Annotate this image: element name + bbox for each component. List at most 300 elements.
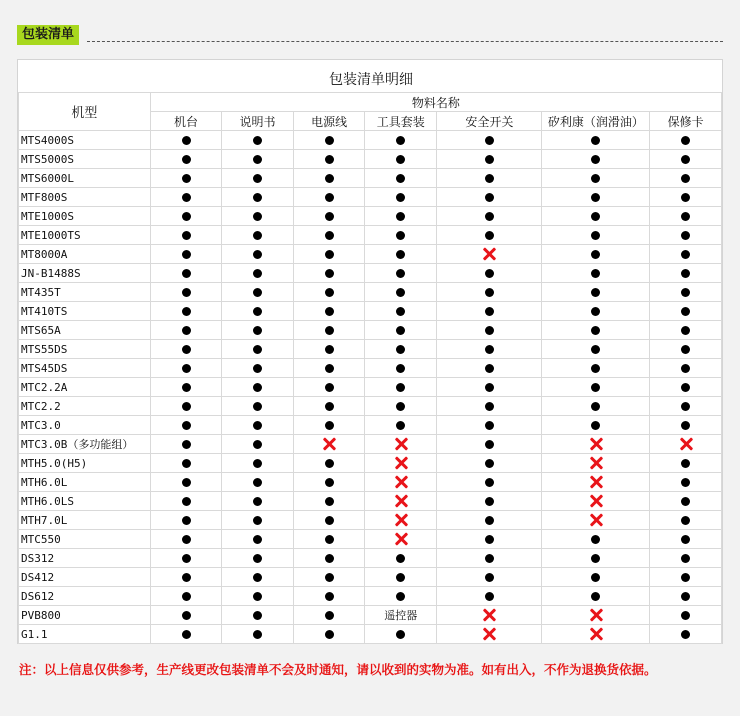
- item-cell: [222, 530, 294, 549]
- item-cell: [150, 245, 221, 264]
- item-cell: [650, 530, 722, 549]
- filled-dot-icon: [182, 592, 191, 601]
- filled-dot-icon: [396, 250, 405, 259]
- section-tag: 包装清单: [17, 25, 79, 45]
- filled-dot-icon: [253, 269, 262, 278]
- table-row: [19, 131, 722, 150]
- filled-dot-icon: [182, 478, 191, 487]
- model-name: MTS45DS: [19, 359, 151, 378]
- filled-dot-icon: [681, 573, 690, 582]
- column-header: 矽利康（润滑油）: [542, 112, 650, 131]
- item-cell: [650, 606, 722, 625]
- model-name: DS612: [19, 587, 151, 606]
- filled-dot-icon: [591, 250, 600, 259]
- item-cell: [437, 378, 542, 397]
- filled-dot-icon: [591, 288, 600, 297]
- item-cell: [542, 245, 650, 264]
- filled-dot-icon: [182, 288, 191, 297]
- item-cell: [293, 283, 365, 302]
- item-cell: [150, 625, 221, 644]
- header-row-1: [19, 93, 722, 112]
- filled-dot-icon: [396, 592, 405, 601]
- item-cell: [542, 188, 650, 207]
- disclaimer-note: 注：以上信息仅供参考，生产线更改包装清单不会及时通知，请以收到的实物为准。如有出入，不作为退换货依据。: [19, 662, 657, 677]
- red-cross-icon: [589, 456, 603, 470]
- item-cell: [542, 511, 650, 530]
- filled-dot-icon: [325, 516, 334, 525]
- item-cell: [293, 454, 365, 473]
- filled-dot-icon: [253, 231, 262, 240]
- filled-dot-icon: [681, 250, 690, 259]
- item-cell: [650, 587, 722, 606]
- red-cross-icon: [589, 513, 603, 527]
- item-cell: [150, 606, 221, 625]
- item-cell: [650, 188, 722, 207]
- filled-dot-icon: [253, 497, 262, 506]
- filled-dot-icon: [591, 364, 600, 373]
- item-cell: [365, 530, 437, 549]
- item-cell: [293, 321, 365, 340]
- item-cell: [542, 226, 650, 245]
- item-cell: [222, 321, 294, 340]
- filled-dot-icon: [396, 554, 405, 563]
- filled-dot-icon: [681, 212, 690, 221]
- item-cell: [293, 150, 365, 169]
- filled-dot-icon: [396, 136, 405, 145]
- item-cell: [650, 169, 722, 188]
- filled-dot-icon: [325, 554, 334, 563]
- item-cell: [150, 283, 221, 302]
- item-cell: [437, 169, 542, 188]
- filled-dot-icon: [253, 250, 262, 259]
- item-cell: [650, 226, 722, 245]
- item-cell: [293, 131, 365, 150]
- item-cell: [150, 207, 221, 226]
- item-cell: [365, 416, 437, 435]
- item-cell: [150, 226, 221, 245]
- item-cell: [365, 454, 437, 473]
- item-cell: [650, 359, 722, 378]
- table-row: [19, 302, 722, 321]
- model-name: MTH6.0L: [19, 473, 151, 492]
- filled-dot-icon: [681, 421, 690, 430]
- item-cell: [222, 568, 294, 587]
- red-cross-icon: [482, 608, 496, 622]
- filled-dot-icon: [485, 231, 494, 240]
- item-cell: [650, 321, 722, 340]
- filled-dot-icon: [591, 592, 600, 601]
- filled-dot-icon: [485, 592, 494, 601]
- filled-dot-icon: [681, 269, 690, 278]
- filled-dot-icon: [485, 440, 494, 449]
- table-row: [19, 473, 722, 492]
- model-name: MTC2.2: [19, 397, 151, 416]
- filled-dot-icon: [396, 288, 405, 297]
- filled-dot-icon: [591, 193, 600, 202]
- filled-dot-icon: [591, 269, 600, 278]
- filled-dot-icon: [396, 155, 405, 164]
- item-cell: [222, 492, 294, 511]
- item-cell: [222, 473, 294, 492]
- item-cell: [150, 435, 221, 454]
- item-cell: [365, 606, 437, 625]
- column-header: 安全开关: [437, 112, 542, 131]
- item-cell: [365, 587, 437, 606]
- item-cell: [650, 378, 722, 397]
- filled-dot-icon: [681, 554, 690, 563]
- filled-dot-icon: [681, 136, 690, 145]
- filled-dot-icon: [325, 155, 334, 164]
- item-cell: [293, 226, 365, 245]
- filled-dot-icon: [485, 155, 494, 164]
- filled-dot-icon: [253, 516, 262, 525]
- item-cell: [293, 397, 365, 416]
- filled-dot-icon: [681, 364, 690, 373]
- filled-dot-icon: [182, 573, 191, 582]
- item-cell: [542, 283, 650, 302]
- red-cross-icon: [679, 437, 693, 451]
- table-row: [19, 245, 722, 264]
- filled-dot-icon: [325, 231, 334, 240]
- red-cross-icon: [589, 437, 603, 451]
- item-cell: [222, 511, 294, 530]
- red-cross-icon: [589, 475, 603, 489]
- model-name: MTS65A: [19, 321, 151, 340]
- item-cell: [293, 188, 365, 207]
- group-header: 物料名称: [150, 93, 721, 112]
- item-cell: [222, 416, 294, 435]
- item-cell: [650, 511, 722, 530]
- red-cross-icon: [589, 494, 603, 508]
- filled-dot-icon: [396, 326, 405, 335]
- filled-dot-icon: [591, 535, 600, 544]
- red-cross-icon: [482, 247, 496, 261]
- filled-dot-icon: [681, 592, 690, 601]
- item-cell: [650, 302, 722, 321]
- item-cell: [650, 473, 722, 492]
- item-cell: [293, 207, 365, 226]
- item-cell: [150, 359, 221, 378]
- filled-dot-icon: [182, 516, 191, 525]
- item-cell: [437, 188, 542, 207]
- filled-dot-icon: [396, 193, 405, 202]
- filled-dot-icon: [182, 364, 191, 373]
- filled-dot-icon: [485, 554, 494, 563]
- filled-dot-icon: [325, 535, 334, 544]
- item-cell: [437, 625, 542, 644]
- item-cell: [650, 283, 722, 302]
- model-name: G1.1: [19, 625, 151, 644]
- filled-dot-icon: [182, 136, 191, 145]
- item-cell: [222, 625, 294, 644]
- table-row: [19, 169, 722, 188]
- filled-dot-icon: [325, 592, 334, 601]
- item-cell: [437, 264, 542, 283]
- filled-dot-icon: [485, 326, 494, 335]
- filled-dot-icon: [325, 611, 334, 620]
- item-cell: [437, 549, 542, 568]
- filled-dot-icon: [253, 611, 262, 620]
- filled-dot-icon: [485, 212, 494, 221]
- model-name: MT8000A: [19, 245, 151, 264]
- item-cell: [150, 549, 221, 568]
- item-cell: [150, 454, 221, 473]
- item-cell: [437, 492, 542, 511]
- filled-dot-icon: [396, 402, 405, 411]
- table-body: [19, 131, 722, 644]
- item-cell: [365, 283, 437, 302]
- item-cell: [437, 340, 542, 359]
- filled-dot-icon: [591, 402, 600, 411]
- item-cell: [222, 150, 294, 169]
- filled-dot-icon: [182, 554, 191, 563]
- filled-dot-icon: [485, 174, 494, 183]
- red-cross-icon: [394, 475, 408, 489]
- filled-dot-icon: [325, 478, 334, 487]
- item-cell: [365, 321, 437, 340]
- filled-dot-icon: [182, 269, 191, 278]
- filled-dot-icon: [325, 402, 334, 411]
- item-cell: [222, 188, 294, 207]
- filled-dot-icon: [485, 459, 494, 468]
- filled-dot-icon: [325, 459, 334, 468]
- table-row: [19, 625, 722, 644]
- item-cell: [650, 549, 722, 568]
- item-cell: [542, 321, 650, 340]
- model-name: MTF800S: [19, 188, 151, 207]
- filled-dot-icon: [253, 402, 262, 411]
- item-cell: [150, 416, 221, 435]
- filled-dot-icon: [182, 421, 191, 430]
- filled-dot-icon: [681, 155, 690, 164]
- item-cell: [222, 435, 294, 454]
- filled-dot-icon: [485, 383, 494, 392]
- model-name: JN-B1488S: [19, 264, 151, 283]
- item-cell: [650, 435, 722, 454]
- filled-dot-icon: [485, 307, 494, 316]
- item-cell: [542, 397, 650, 416]
- table-row: [19, 435, 722, 454]
- model-name: MT435T: [19, 283, 151, 302]
- filled-dot-icon: [253, 554, 262, 563]
- filled-dot-icon: [681, 630, 690, 639]
- item-cell: [365, 340, 437, 359]
- item-cell: [222, 245, 294, 264]
- item-cell: [365, 359, 437, 378]
- filled-dot-icon: [681, 288, 690, 297]
- packing-list-sheet: [17, 59, 723, 644]
- filled-dot-icon: [591, 573, 600, 582]
- filled-dot-icon: [591, 307, 600, 316]
- filled-dot-icon: [396, 630, 405, 639]
- item-cell: [365, 492, 437, 511]
- item-cell: [542, 302, 650, 321]
- item-cell: [437, 359, 542, 378]
- item-cell: [293, 549, 365, 568]
- item-cell: [437, 283, 542, 302]
- filled-dot-icon: [485, 193, 494, 202]
- filled-dot-icon: [681, 516, 690, 525]
- model-name: MTC2.2A: [19, 378, 151, 397]
- filled-dot-icon: [253, 364, 262, 373]
- filled-dot-icon: [396, 383, 405, 392]
- table-row: [19, 283, 722, 302]
- filled-dot-icon: [325, 193, 334, 202]
- item-cell: [437, 245, 542, 264]
- filled-dot-icon: [681, 193, 690, 202]
- item-cell: [293, 473, 365, 492]
- filled-dot-icon: [182, 402, 191, 411]
- column-header: 电源线: [293, 112, 365, 131]
- item-cell: [293, 378, 365, 397]
- filled-dot-icon: [591, 174, 600, 183]
- filled-dot-icon: [681, 326, 690, 335]
- table-row: [19, 416, 722, 435]
- item-cell: [150, 340, 221, 359]
- filled-dot-icon: [182, 630, 191, 639]
- item-cell: [150, 473, 221, 492]
- red-cross-icon: [589, 608, 603, 622]
- item-cell: [222, 340, 294, 359]
- item-cell: [150, 169, 221, 188]
- item-cell: [542, 454, 650, 473]
- filled-dot-icon: [182, 212, 191, 221]
- red-cross-icon: [394, 513, 408, 527]
- filled-dot-icon: [253, 630, 262, 639]
- item-cell: [542, 359, 650, 378]
- item-cell: [542, 492, 650, 511]
- column-header: 机台: [150, 112, 221, 131]
- table-row: [19, 511, 722, 530]
- item-cell: [437, 150, 542, 169]
- item-cell: [650, 454, 722, 473]
- filled-dot-icon: [325, 212, 334, 221]
- item-cell: [365, 264, 437, 283]
- table-row: [19, 188, 722, 207]
- item-cell: [222, 131, 294, 150]
- dashed-divider: [87, 41, 723, 42]
- table-row: [19, 606, 722, 625]
- item-cell: [437, 568, 542, 587]
- item-cell: [150, 378, 221, 397]
- filled-dot-icon: [182, 307, 191, 316]
- filled-dot-icon: [253, 155, 262, 164]
- item-cell: [293, 416, 365, 435]
- item-cell: [150, 150, 221, 169]
- item-cell: [437, 397, 542, 416]
- model-name: MTS4000S: [19, 131, 151, 150]
- filled-dot-icon: [485, 345, 494, 354]
- item-cell: [150, 568, 221, 587]
- item-cell: [293, 606, 365, 625]
- filled-dot-icon: [253, 459, 262, 468]
- filled-dot-icon: [253, 383, 262, 392]
- item-cell: [150, 131, 221, 150]
- filled-dot-icon: [591, 383, 600, 392]
- filled-dot-icon: [681, 174, 690, 183]
- model-name: DS412: [19, 568, 151, 587]
- red-cross-icon: [394, 456, 408, 470]
- item-cell: [293, 169, 365, 188]
- filled-dot-icon: [681, 459, 690, 468]
- cell-note: 遥控器: [384, 609, 418, 622]
- filled-dot-icon: [396, 345, 405, 354]
- item-cell: [542, 169, 650, 188]
- table-row: [19, 207, 722, 226]
- item-cell: [437, 454, 542, 473]
- filled-dot-icon: [485, 136, 494, 145]
- filled-dot-icon: [182, 459, 191, 468]
- filled-dot-icon: [396, 364, 405, 373]
- filled-dot-icon: [325, 326, 334, 335]
- item-cell: [365, 169, 437, 188]
- filled-dot-icon: [182, 497, 191, 506]
- filled-dot-icon: [253, 478, 262, 487]
- filled-dot-icon: [182, 440, 191, 449]
- item-cell: [150, 530, 221, 549]
- item-cell: [365, 511, 437, 530]
- filled-dot-icon: [253, 136, 262, 145]
- filled-dot-icon: [485, 516, 494, 525]
- filled-dot-icon: [591, 212, 600, 221]
- filled-dot-icon: [485, 288, 494, 297]
- filled-dot-icon: [396, 269, 405, 278]
- filled-dot-icon: [253, 345, 262, 354]
- item-cell: [542, 473, 650, 492]
- table-title: 包装清单明细: [329, 72, 413, 88]
- filled-dot-icon: [253, 535, 262, 544]
- filled-dot-icon: [591, 136, 600, 145]
- section-header: [17, 24, 723, 46]
- filled-dot-icon: [396, 174, 405, 183]
- item-cell: [542, 416, 650, 435]
- item-cell: [150, 302, 221, 321]
- filled-dot-icon: [253, 307, 262, 316]
- table-row: [19, 150, 722, 169]
- filled-dot-icon: [182, 611, 191, 620]
- model-name: MTE1000TS: [19, 226, 151, 245]
- item-cell: [542, 207, 650, 226]
- filled-dot-icon: [325, 421, 334, 430]
- item-cell: [293, 302, 365, 321]
- model-name: MTS6000L: [19, 169, 151, 188]
- item-cell: [542, 150, 650, 169]
- item-cell: [437, 473, 542, 492]
- model-name: MTS55DS: [19, 340, 151, 359]
- item-cell: [222, 169, 294, 188]
- table-row: [19, 321, 722, 340]
- red-cross-icon: [394, 532, 408, 546]
- item-cell: [437, 321, 542, 340]
- table-row: [19, 492, 722, 511]
- filled-dot-icon: [485, 364, 494, 373]
- table-row: [19, 340, 722, 359]
- item-cell: [650, 264, 722, 283]
- item-cell: [437, 435, 542, 454]
- item-cell: [650, 131, 722, 150]
- model-name: MT410TS: [19, 302, 151, 321]
- item-cell: [293, 359, 365, 378]
- filled-dot-icon: [325, 288, 334, 297]
- item-cell: [365, 302, 437, 321]
- filled-dot-icon: [681, 497, 690, 506]
- item-cell: [365, 207, 437, 226]
- table-row: [19, 454, 722, 473]
- filled-dot-icon: [485, 421, 494, 430]
- red-cross-icon: [322, 437, 336, 451]
- item-cell: [650, 568, 722, 587]
- item-cell: [542, 530, 650, 549]
